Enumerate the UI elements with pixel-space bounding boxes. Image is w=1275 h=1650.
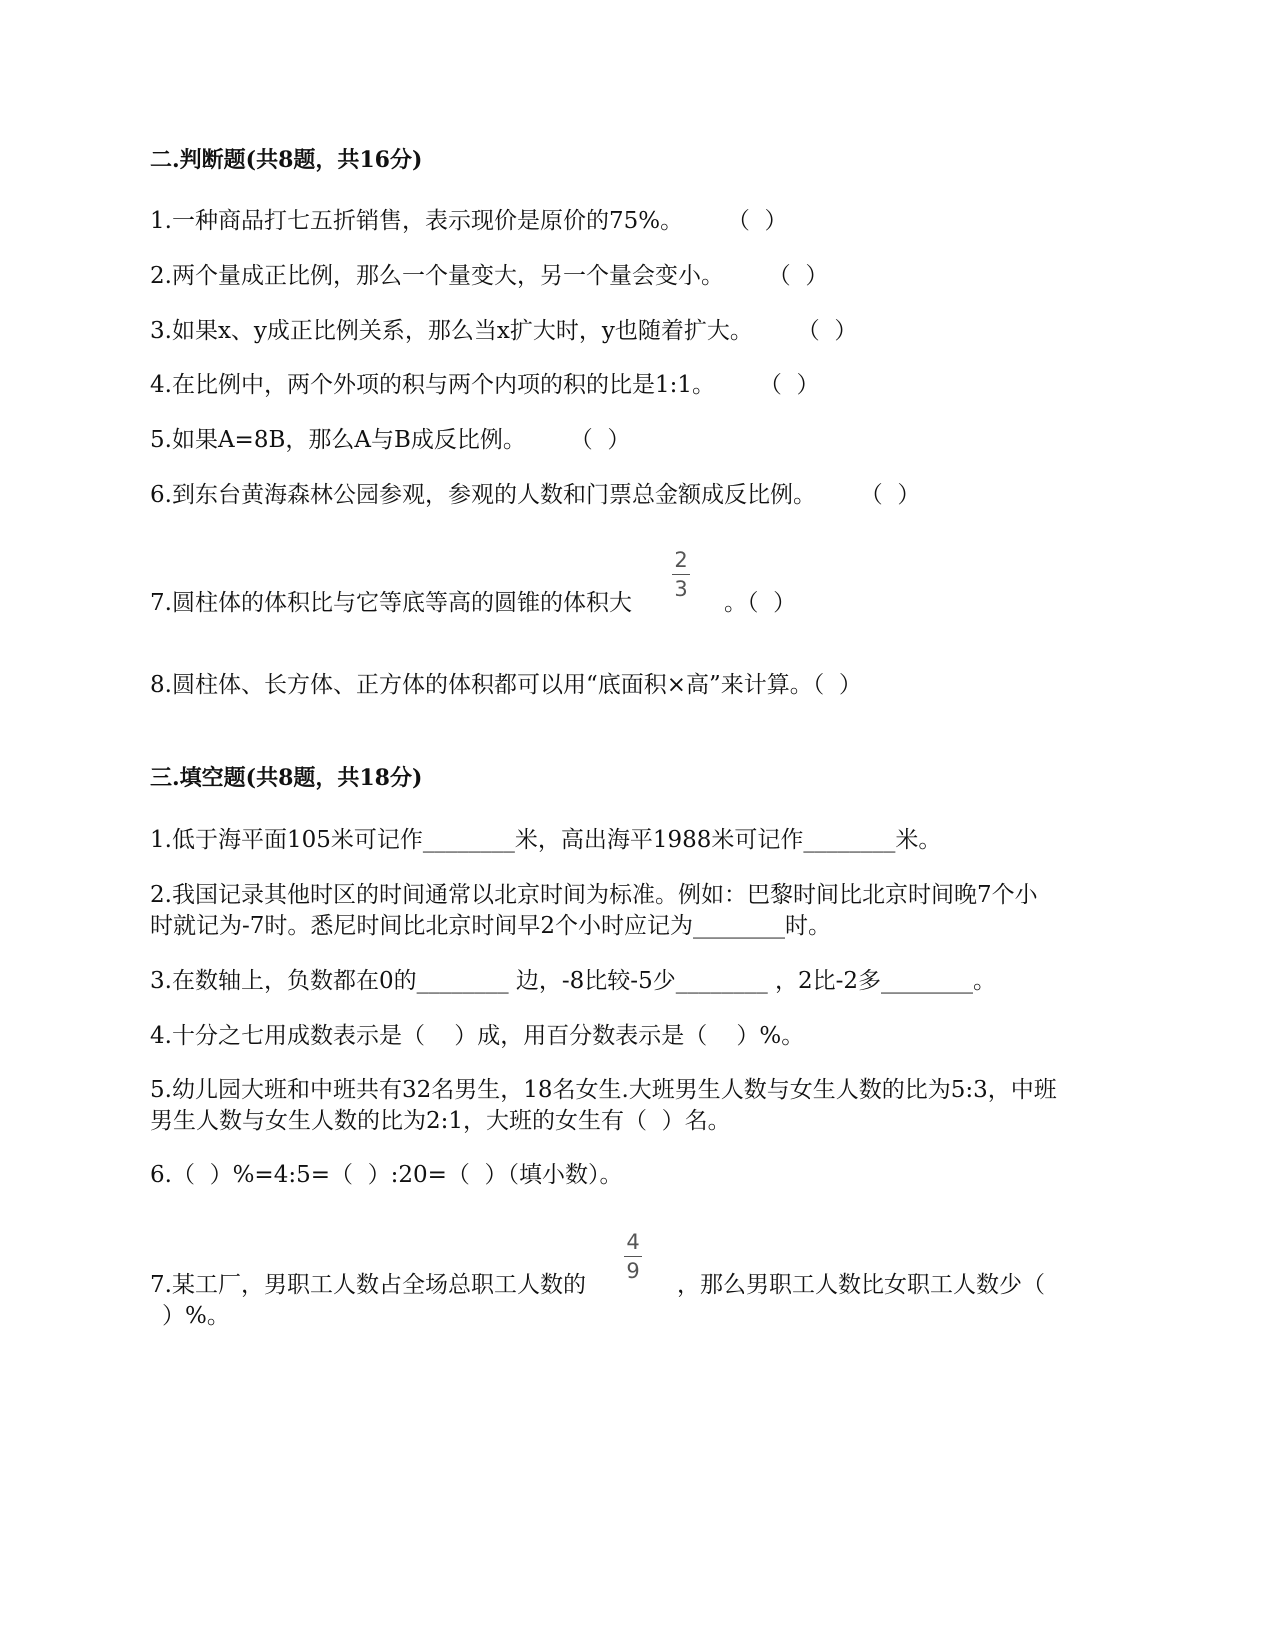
fraction-numerator: 2 — [674, 548, 688, 572]
judge-item-1: 1.一种商品打七五折销售，表示现价是原价的75%。 （ ） — [150, 208, 788, 234]
judge-item-3: 3.如果x、y成正比例关系，那么当x扩大时，y也随着扩大。 （ ） — [150, 318, 858, 344]
fill-item-6: 6.（ ）%=4:5=（ ）:20=（ ）（填小数）。 — [150, 1162, 623, 1188]
fraction-bar — [624, 1256, 642, 1257]
judge-item-7-text: 7.圆柱体的体积比与它等底等高的圆锥的体积大 — [150, 590, 632, 616]
fill-item-7-continuation: ，那么男职工人数比女职工人数少（ — [677, 1272, 1045, 1298]
fraction-denominator: 9 — [626, 1259, 640, 1283]
fill-item-3: 3.在数轴上，负数都在0的________ 边，-8比较-5少________ ，2比-2多________。 — [150, 968, 997, 994]
judge-item-6: 6.到东台黄海森林公园参观，参观的人数和门票总金额成反比例。 （ ） — [150, 482, 921, 508]
fraction-denominator: 3 — [674, 577, 688, 601]
judge-item-8: 8.圆柱体、长方体、正方体的体积都可以用“底面积×高”来计算。（ ） — [150, 672, 862, 698]
section-3-heading: 三.填空题(共8题，共18分) — [150, 765, 423, 791]
fill-item-4: 4.十分之七用成数表示是（ ）成，用百分数表示是（ ）%。 — [150, 1023, 805, 1049]
fill-item-5-line-1: 5.幼儿园大班和中班共有32名男生，18名女生.大班男生人数与女生人数的比为5:3，中班 — [150, 1077, 1057, 1103]
judge-item-7-fraction — [669, 548, 693, 601]
section-2-heading: 二.判断题(共8题，共16分) — [150, 147, 423, 173]
fill-item-2-line-2: 时就记为-7时。悉尼时间比北京时间早2个小时应记为________时。 — [150, 913, 832, 939]
fill-item-7-fraction — [621, 1230, 645, 1283]
judge-item-2: 2.两个量成正比例，那么一个量变大，另一个量会变小。 （ ） — [150, 263, 829, 289]
fraction-bar — [672, 574, 690, 575]
fill-item-5-line-2: 男生人数与女生人数的比为2:1，大班的女生有（ ）名。 — [150, 1108, 731, 1134]
judge-item-5: 5.如果A=8B，那么A与B成反比例。 （ ） — [150, 427, 631, 453]
fill-item-7-text: 7.某工厂，男职工人数占全场总职工人数的 — [150, 1272, 586, 1298]
judge-item-7-blank: 。（ ） — [724, 590, 797, 616]
fill-item-1: 1.低于海平面105米可记作________米，高出海平1988米可记作________米。 — [150, 827, 942, 853]
judge-item-4: 4.在比例中，两个外项的积与两个内项的积的比是1:1。 （ ） — [150, 372, 820, 398]
fill-item-2-line-1: 2.我国记录其他时区的时间通常以北京时间为标准。例如：巴黎时间比北京时间晚7个小 — [150, 882, 1038, 908]
fill-item-7-line-2: ）%。 — [162, 1303, 230, 1329]
fraction-numerator: 4 — [626, 1230, 640, 1254]
